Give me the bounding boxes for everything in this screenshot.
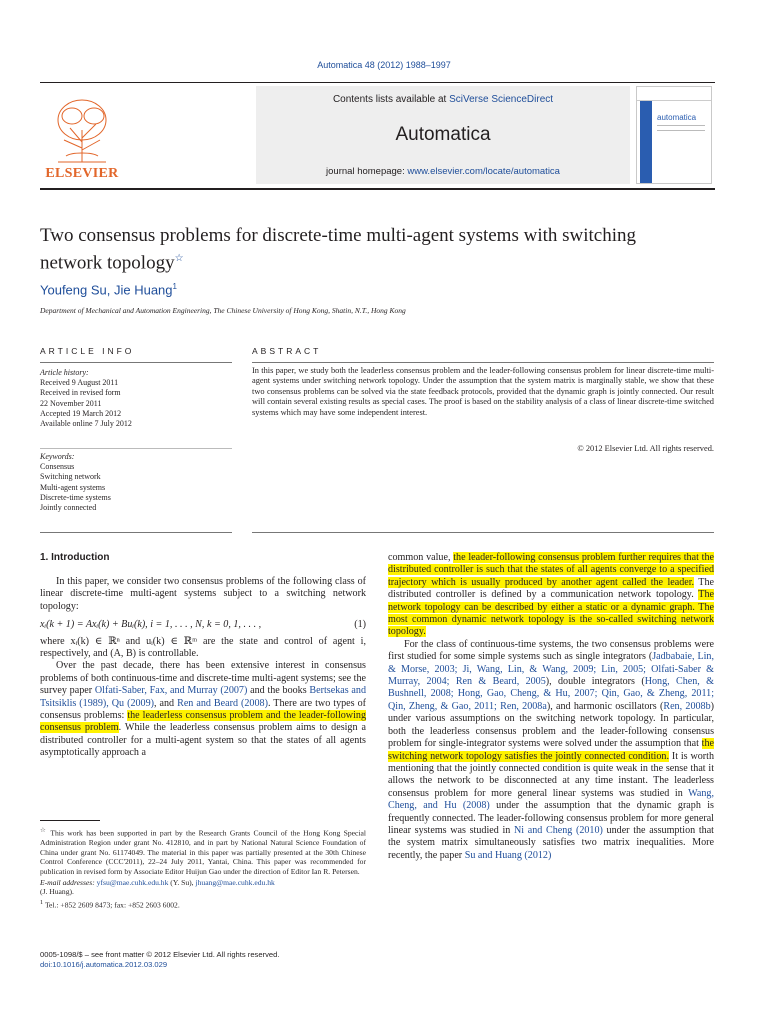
paper-title [40, 224, 680, 274]
text-run: The distributed controller is defined by a communication network topology. [388, 576, 714, 601]
history-item: Received 9 August 2011 [40, 378, 119, 388]
phone-footnote [40, 898, 366, 910]
journal-cover-thumbnail [636, 86, 712, 184]
intro-paragraph-2: where xᵢ(k) ∈ ℝⁿ and uᵢ(k) ∈ ℝᵐ are the state and control of agent i, respectively, and (A, B) is controllable. [40, 635, 366, 660]
highlighted-text[interactable]: the switching network topology satisfies the jointly connected condition. [388, 738, 714, 762]
citation-link[interactable]: Olfati-Saber, Fax, and Murray (2007) [94, 685, 248, 697]
article-info-bottom-rule [40, 532, 232, 533]
abstract-copyright: © 2012 Elsevier Ltd. All rights reserved. [577, 444, 714, 453]
text-run: and the books [247, 685, 310, 697]
contents-availability [256, 94, 630, 105]
text-run: ), and harmonic oscillators ( [546, 700, 664, 712]
keywords-list [40, 452, 232, 513]
footnotes [40, 826, 366, 911]
citation-link[interactable]: Ni and Cheng (2010) [513, 824, 603, 836]
intro-paragraph-1: In this paper, we consider two consensus problems of the following class of linear discrete-time multi-agent systems subject to a switching network topology: [40, 576, 366, 612]
cover-top-strip [637, 87, 711, 101]
history-item: 22 November 2011 [40, 398, 102, 408]
body-column-left [40, 576, 366, 760]
author-names[interactable]: Youfeng Su, Jie Huang [40, 282, 173, 298]
footnote-mark: ☆ [40, 827, 48, 834]
cover-title: automatica [657, 113, 697, 122]
author-footnote-mark[interactable]: 1 [172, 282, 177, 291]
text-run: under the assumption that the system matrix simultaneously satisfies two matrix inequalities. More recently, the paper [388, 824, 714, 861]
masthead-rule-top [40, 82, 715, 83]
footnote-rule [40, 820, 100, 821]
text-run: . While the leaderless consensus problem aims to design a distributed controller for a multi-agent system so that the states of all agents asymptotically approach a [40, 722, 366, 759]
text-run: For the class of continuous-time systems, the two consensus problems were first studied for some simple systems such as single integrators ( [388, 638, 714, 663]
citation-link[interactable]: Wang, Cheng, and Hu (2008) [388, 787, 714, 812]
contents-prefix: Contents lists available at [332, 94, 450, 105]
intro-paragraph-3-cont [388, 552, 714, 639]
keyword: Discrete-time systems [40, 492, 111, 502]
keyword: Consensus [40, 462, 75, 472]
journal-name: Automatica [395, 124, 491, 145]
journal-citation[interactable]: Automatica 48 (2012) 1988–1997 [317, 60, 451, 70]
homepage-prefix: journal homepage: [326, 166, 408, 177]
author-list [40, 282, 177, 297]
sciencedirect-link[interactable]: SciVerse ScienceDirect [449, 94, 554, 105]
text-run: , and [154, 697, 178, 709]
keyword: Jointly connected [40, 503, 97, 513]
email-link-su[interactable]: yfsu@mae.cuhk.edu.hk [96, 877, 169, 887]
issn-line: 0005-1098/$ – see front matter © 2012 Elsevier Ltd. All rights reserved. [40, 950, 280, 959]
title-footnote-mark[interactable]: ☆ [174, 253, 184, 264]
text-run: ), double integrators ( [545, 676, 645, 688]
text-run: common value, [388, 552, 454, 563]
abstract-bottom-rule [252, 532, 714, 533]
citation-link[interactable]: Jadbabaie, Lin, & Morse, 2003; Ji, Wang, Lin, & Wang, 2009; Lin, 2005; Olfati-Saber & Murray, 2004; Ren & Beard, 2005 [388, 651, 715, 688]
publisher-wordmark: ELSEVIER [45, 166, 119, 181]
journal-homepage [256, 166, 630, 177]
funding-footnote-text: This work has been supported in part by the Research Grants Council of the Hong Kong Special Administration Region under grant No. 412810, and in part by National Natural Science Foundation of China under grant No. 61174049. The material in this paper was partially presented at the 30th Chinese Control Conference (CCC'2011), 22–24 July 2011, Yantai, China. This paper was recommended for publication in revised form by Associate Editor Huijun Gao under the direction of Editor Ian R. Petersen. [40, 828, 367, 876]
masthead-rule-bottom [40, 188, 715, 190]
keywords-label: Keywords: [40, 452, 75, 461]
keyword: Switching network [40, 472, 101, 482]
equation-1-number: (1) [354, 619, 366, 631]
doi-link[interactable]: doi:10.1016/j.automatica.2012.03.029 [40, 960, 168, 969]
body-column-right [388, 552, 714, 862]
citation-link[interactable]: Su and Huang (2012) [464, 849, 552, 861]
homepage-link[interactable]: www.elsevier.com/locate/automatica [407, 166, 560, 177]
citation-link[interactable]: Ren and Beard (2008) [177, 697, 268, 709]
history-item: Received in revised form [40, 388, 121, 398]
history-label: Article history: [40, 368, 89, 377]
intro-paragraph-3 [40, 660, 366, 759]
citation-link[interactable]: Bertsekas and Tsitsiklis (1989), Qu (2009) [40, 685, 366, 709]
intro-paragraph-4 [388, 639, 714, 862]
article-info-heading: ARTICLE INFO [40, 346, 135, 356]
highlighted-text[interactable]: The network topology can be described by either a static or a dynamic graph. The most common dynamic network topology is the so-called switching network topology. [388, 589, 714, 638]
keyword: Multi-agent systems [40, 482, 106, 492]
email-link-huang[interactable]: jhuang@mae.cuhk.edu.hk [195, 877, 275, 887]
text-run: ) under various assumptions on the switching network topology. In particular, both the leaderless consensus problem and the leader-following consensus problem for single-integrator systems were solved under the assumption that [388, 700, 715, 750]
text-run: . There are two types of consensus problems: [40, 697, 366, 722]
equation-1 [40, 619, 366, 631]
footnote-mark: 1 [40, 898, 44, 906]
history-item: Available online 7 July 2012 [40, 419, 132, 429]
abstract-heading: ABSTRACT [252, 346, 322, 356]
equation-1-body: xᵢ(k + 1) = Axᵢ(k) + Buᵢ(k), i = 1, . . . , N, k = 0, 1, . . . , [40, 619, 262, 631]
text-run: Over the past decade, there has been extensive interest in consensus problems of both continuous-time and discrete-time multi-agent systems; see the survey paper [40, 660, 367, 697]
abstract-text: In this paper, we study both the leaderless consensus problem and the leader-following consensus problem for linear discrete-time multi-agent systems under switching network topology. Under the assumption that the system matrix is marginally stable, we show that these two consensus problems can be solved via the state feedback protocols, provided that the dynamic graph is jointly connected. Our result will contain several existing results as special cases. The proof is based on the stability analysis of a class of linear discrete-time switched systems which may have some independent interest. [252, 366, 714, 417]
author-affiliation: Department of Mechanical and Automation Engineering, The Chinese University of Hong Kong, Shatin, N.T., Hong Kong [40, 306, 406, 315]
text-run: It is worth mentioning that the jointly connected condition is quite weak in the sense that it allows the network to be disconnected at any time instant. The leaderless consensus problem for more general linear systems was studied in [388, 750, 714, 799]
citation-link[interactable]: Hong, Chen, & Bushnell, 2008; Hong, Gao, Cheng, & Hu, 2007; Qin, Gao, & Zheng, 2011; Qin, Zheng, & Gao, 2011; Ren, 2008a [388, 676, 715, 712]
keywords-divider [40, 448, 232, 449]
section-heading-introduction: 1. Introduction [40, 552, 110, 563]
email-owner: (Y. Su), [168, 877, 196, 887]
article-history [40, 368, 232, 429]
history-item: Accepted 19 March 2012 [40, 408, 122, 418]
cover-side-stripe [640, 101, 652, 184]
cover-subtitle-lines [657, 125, 705, 131]
phone-footnote-text: Tel.: +852 2609 8473; fax: +852 2603 6002. [44, 900, 180, 910]
email-owner: (J. Huang). [40, 887, 74, 897]
abstract-rule [252, 362, 714, 363]
email-label: E-mail addresses: [40, 877, 97, 887]
text-run: under the assumption that the dynamic graph is frequently connected. The leader-following consensus problem for more general linear systems was studied in [388, 800, 714, 836]
highlighted-text[interactable]: the leaderless consensus problem and the leader-following consensus problem [40, 710, 366, 734]
email-footnote [40, 878, 366, 897]
paper-title-text: Two consensus problems for discrete-time multi-agent systems with switching network topology [40, 225, 637, 274]
article-info-rule [40, 362, 232, 363]
citation-link[interactable]: Ren, 2008b [663, 700, 711, 712]
funding-footnote [40, 826, 366, 877]
highlighted-text[interactable]: the leader-following consensus problem further requires that the distributed controller is such that the states of all agents converge to a specified trajectory which is usually produced by another agent called the leader. [388, 552, 714, 588]
front-matter-info [40, 950, 366, 970]
